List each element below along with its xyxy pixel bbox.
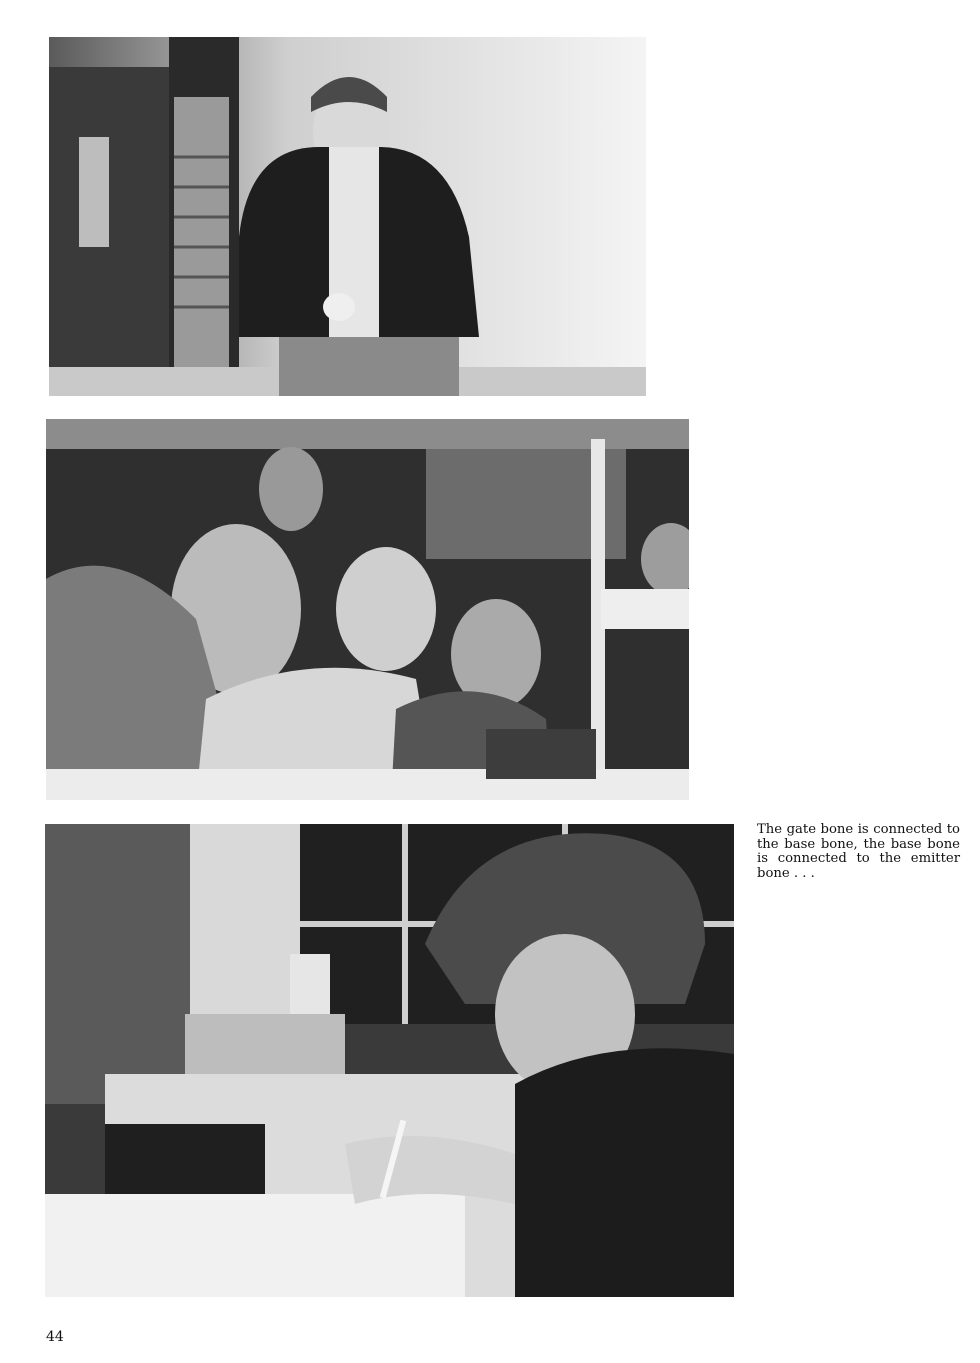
photo-student-writing-image [45,824,734,1297]
page-number: 44 [46,1329,64,1345]
photo-man-in-hallway [49,37,646,396]
photo-man-in-hallway-image [49,37,646,396]
photo-student-writing [45,824,734,1297]
photo-lab-group-image [46,419,689,800]
photo-caption: The gate bone is connected to the base bone, the base bone is connected to the emitter bone . . . [757,822,960,881]
photo-lab-group [46,419,689,800]
